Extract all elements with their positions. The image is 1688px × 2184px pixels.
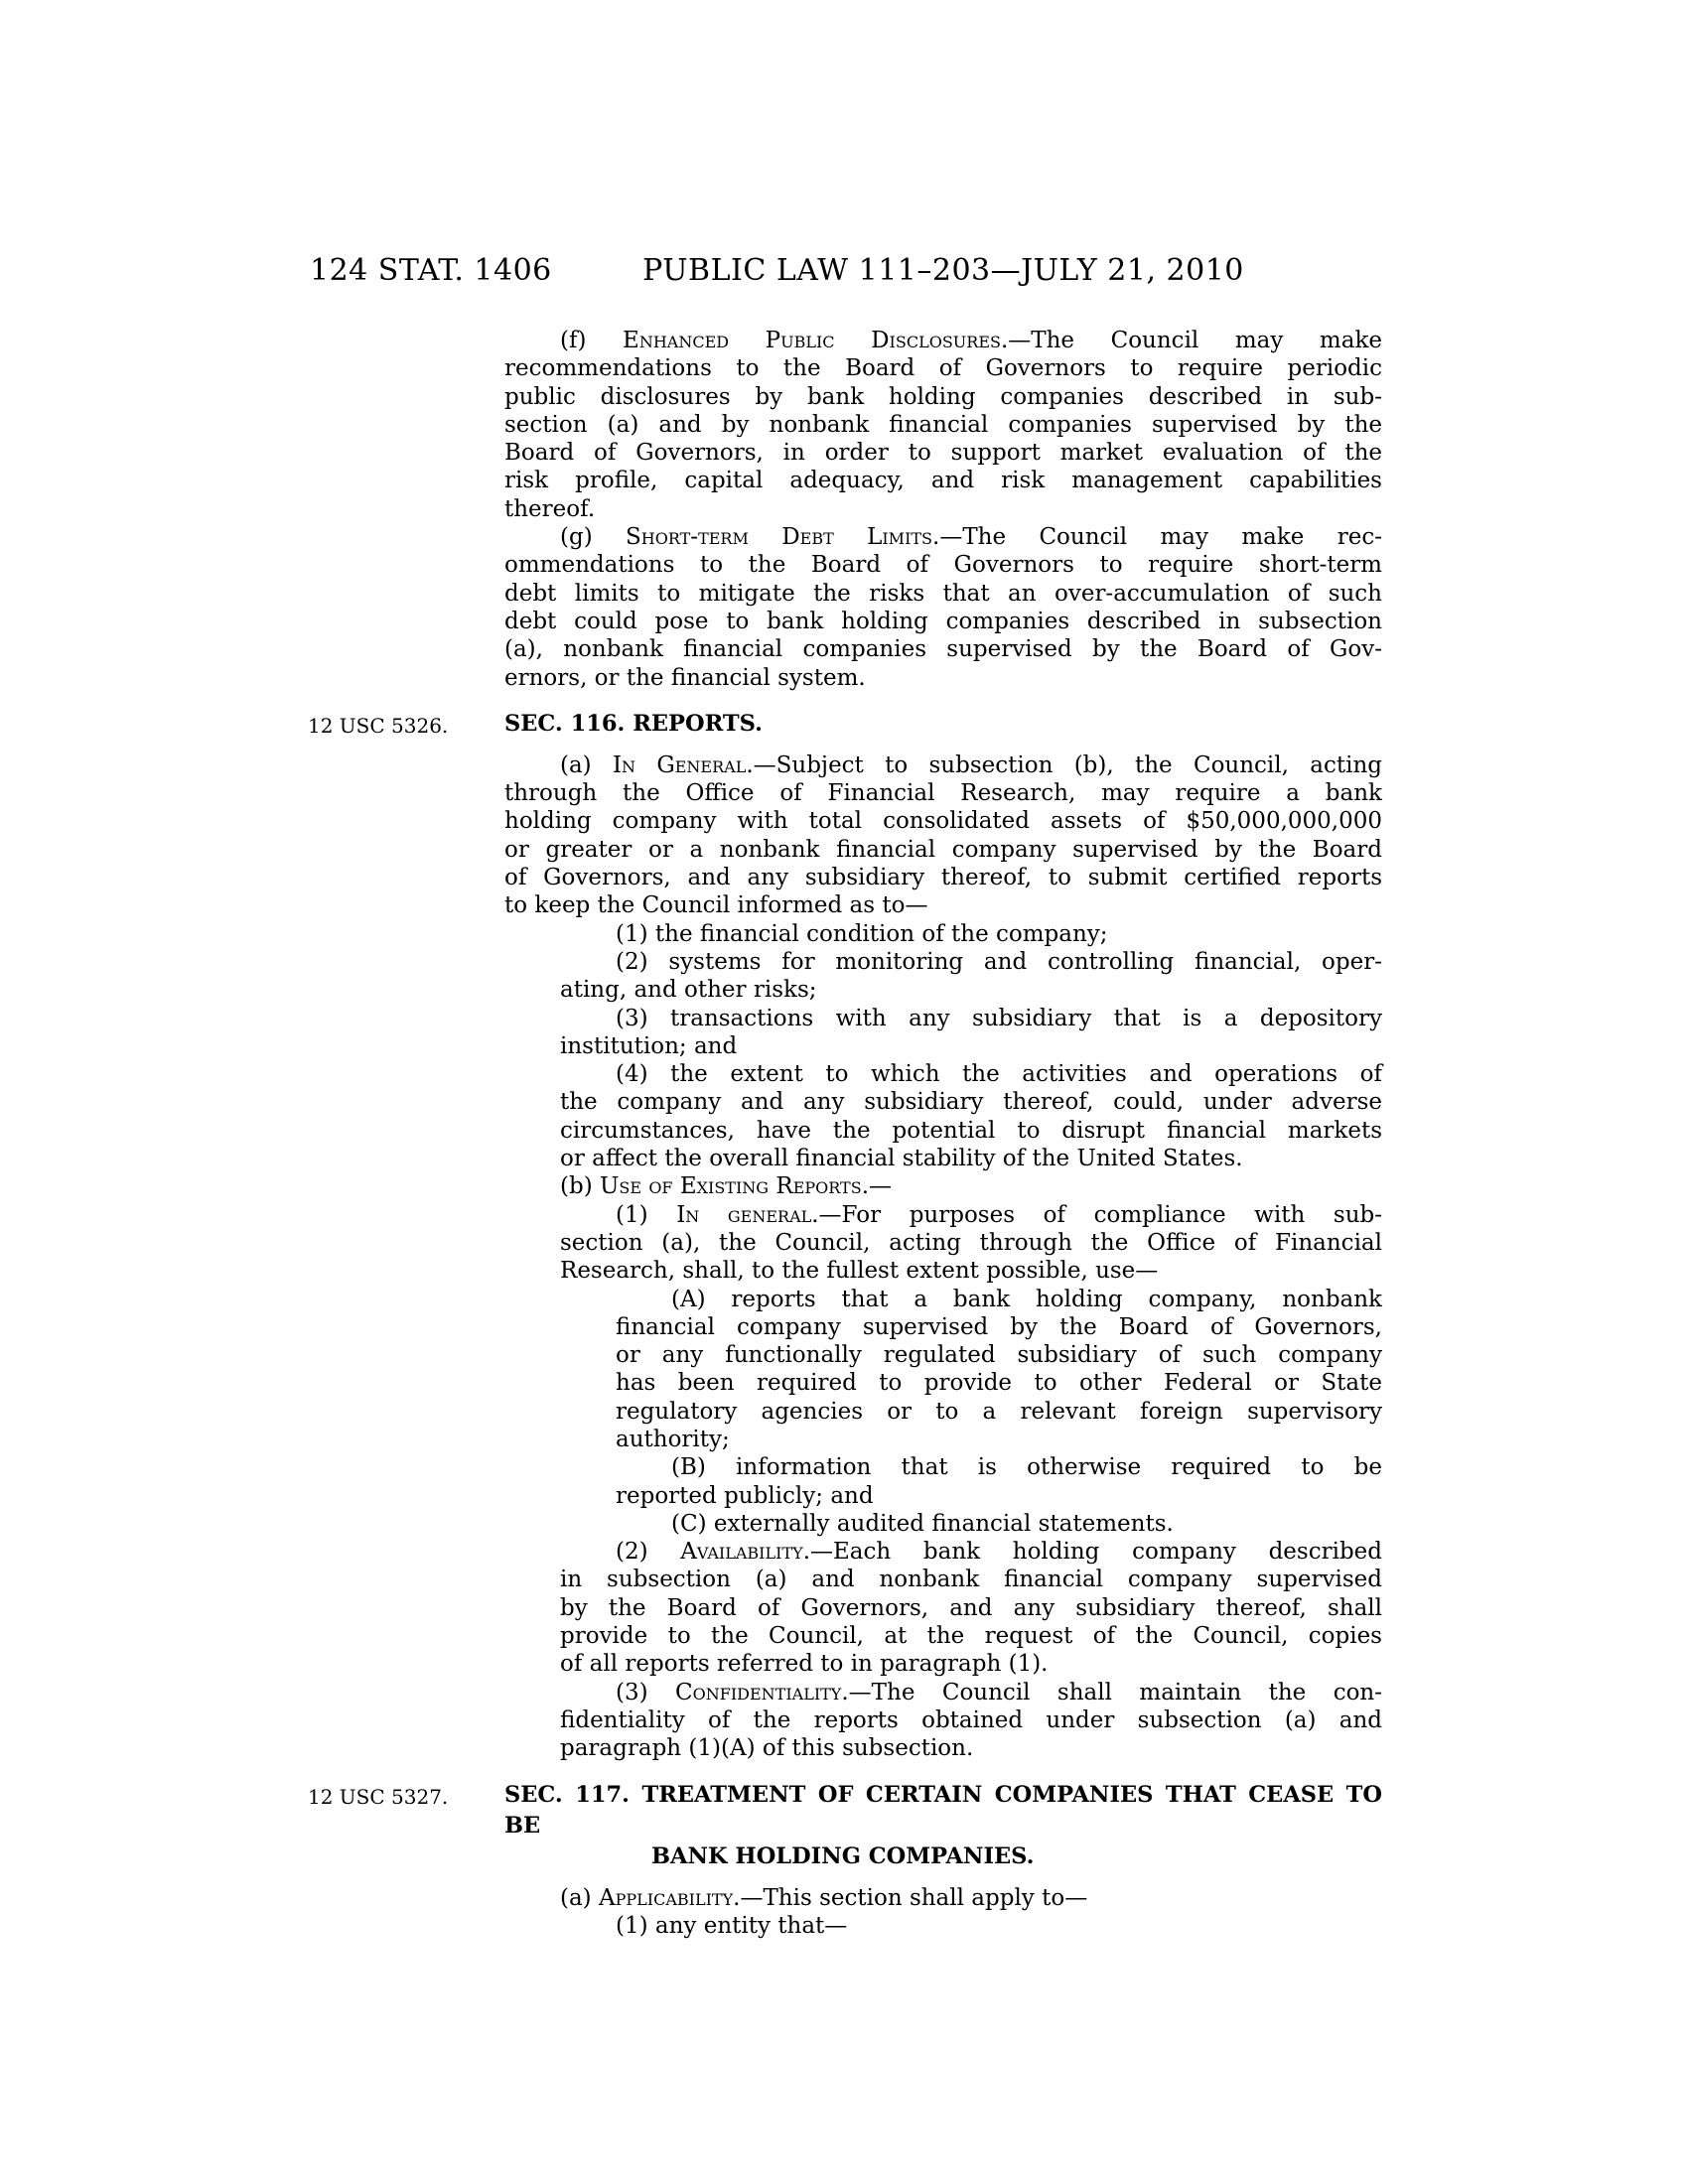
text-line: [504, 1369, 1382, 1397]
text-segment: regulatory agencies or to a relevant foreign supervisory: [616, 1398, 1382, 1425]
text-segment: .—This section shall apply to—: [733, 1884, 1088, 1911]
section-117-heading: [308, 1780, 1382, 1872]
item-3-confidentiality: [504, 1679, 1382, 1763]
text-line: [504, 807, 1382, 835]
item-A-reports: [504, 1286, 1382, 1454]
text-segment: of Governors, and any subsidiary thereof, to submit certified reports: [504, 865, 1382, 891]
text-segment: or affect the overall financial stability of the United States.: [560, 1146, 1243, 1172]
text-line: [504, 1884, 1382, 1912]
small-caps-text: Use of Existing Reports: [599, 1173, 862, 1200]
text-segment: circumstances, have the potential to disrupt financial markets: [560, 1117, 1382, 1144]
text-line: [504, 1453, 1382, 1481]
text-line: [504, 354, 1382, 382]
text-segment: recommendations to the Board of Governors to require periodic: [504, 355, 1382, 382]
text-line: [504, 1426, 1382, 1453]
text-line: [504, 1145, 1382, 1172]
text-segment: BANK HOLDING COMPANIES.: [651, 1843, 1035, 1869]
text-line: [504, 1842, 1382, 1872]
text-line: [504, 1341, 1382, 1369]
text-segment: thereof.: [504, 495, 596, 522]
text-segment: ating, and other risks;: [560, 977, 817, 1004]
small-caps-text: Confidentiality: [675, 1679, 842, 1706]
small-caps-text: Enhanced Public Disclosures: [623, 328, 1001, 353]
text-line: [504, 467, 1382, 494]
text-segment: (a): [560, 1884, 599, 1911]
text-segment: provide to the Council, at the request of the Council, copies: [560, 1623, 1382, 1650]
text-line: [504, 1650, 1382, 1678]
text-line: [504, 1313, 1382, 1341]
text-line: [504, 1398, 1382, 1426]
text-segment: public disclosures by bank holding companies described in sub-: [504, 383, 1382, 410]
text-segment: fidentiality of the reports obtained under subsection (a) and: [560, 1706, 1382, 1733]
small-caps-text: Availability: [680, 1539, 803, 1566]
text-line: [504, 635, 1382, 663]
item-2-availability: [504, 1538, 1382, 1678]
text-segment: debt limits to mitigate the risks that an over-accumulation of such: [504, 580, 1382, 607]
text-segment: (4) the extent to which the activities and operations of: [616, 1061, 1382, 1088]
small-caps-text: In general: [676, 1201, 812, 1228]
small-caps-text: Short-term Debt Limits: [626, 524, 933, 551]
text-line: [504, 864, 1382, 891]
paragraph-f-enhanced-public-disclosures: [504, 327, 1382, 523]
text-segment: (a), nonbank financial companies supervised by the Board of Gov-: [504, 636, 1382, 663]
text-segment: debt could pose to bank holding companies described in subsection: [504, 608, 1382, 634]
text-segment: Board of Governors, in order to support market evaluation of the: [504, 440, 1382, 467]
item-2-systems: [504, 948, 1382, 1005]
text-segment: .—Subject to subsection (b), the Council, acting: [746, 751, 1382, 778]
text-segment: (f): [560, 328, 624, 353]
text-segment: (2): [616, 1539, 681, 1566]
text-segment: (A) reports that a bank holding company, nonbank: [671, 1286, 1382, 1312]
text-segment: through the Office of Financial Research, may require a bank: [504, 780, 1382, 807]
text-segment: (a): [560, 751, 613, 778]
text-line: [504, 779, 1382, 807]
page-number-stat-citation: 124 STAT. 1406: [310, 253, 552, 288]
text-segment: (2) systems for monitoring and controlling financial, oper-: [616, 948, 1382, 975]
text-segment: .—For purposes of compliance with sub-: [811, 1201, 1383, 1228]
text-line: [504, 1005, 1382, 1032]
text-line: [504, 836, 1382, 864]
text-line: [504, 1286, 1382, 1313]
item-117-1-any-entity: [504, 1912, 1382, 1940]
text-line: [504, 1060, 1382, 1088]
text-line: [504, 580, 1382, 608]
text-line: [504, 1566, 1382, 1593]
item-C-externally-audited: [504, 1510, 1382, 1538]
item-3-transactions: [504, 1005, 1382, 1061]
text-segment: holding company with total consolidated assets of $50,000,000,000: [504, 808, 1382, 835]
text-line: [504, 1594, 1382, 1622]
text-segment: SEC. 117. TREATMENT OF CERTAIN COMPANIES THAT CEASE TO BE: [504, 1781, 1382, 1839]
small-caps-text: In General: [612, 751, 747, 778]
section-116-heading: [308, 709, 1382, 740]
text-line: [504, 1201, 1382, 1229]
text-line: [504, 1117, 1382, 1145]
text-segment: .—The Council shall maintain the con-: [841, 1679, 1383, 1706]
text-segment: (1) the financial condition of the company;: [616, 920, 1108, 947]
paragraph-a-in-general: [504, 751, 1382, 920]
text-line: [504, 1780, 1382, 1842]
text-segment: (g): [560, 524, 627, 551]
text-line: [504, 664, 1382, 692]
text-line: [504, 1706, 1382, 1734]
text-line: [504, 551, 1382, 579]
text-line: [504, 411, 1382, 439]
text-segment: risk profile, capital adequacy, and risk management capabilities: [504, 468, 1382, 494]
text-segment: Research, shall, to the fullest extent possible, use—: [560, 1258, 1159, 1285]
text-line: [504, 1622, 1382, 1650]
text-segment: SEC. 116. REPORTS.: [504, 710, 763, 737]
text-line: [504, 1538, 1382, 1566]
text-segment: (1): [616, 1201, 677, 1228]
text-segment: (3): [616, 1679, 675, 1706]
paragraph-b-use-of-existing-reports: [504, 1172, 1382, 1200]
text-segment: section (a), the Council, acting through the Office of Financial: [560, 1229, 1382, 1256]
text-segment: paragraph (1)(A) of this subsection.: [560, 1735, 974, 1762]
item-4-extent: [504, 1060, 1382, 1172]
text-line: [504, 948, 1382, 976]
small-caps-text: Applicability: [598, 1884, 734, 1911]
text-line: [504, 1482, 1382, 1510]
text-segment: (1) any entity that—: [616, 1912, 848, 1939]
text-line: [504, 891, 1382, 919]
text-segment: .—The Council may make rec-: [932, 524, 1383, 551]
item-1-financial-condition: [504, 920, 1382, 948]
text-segment: .—The Council may make: [1000, 328, 1382, 353]
text-segment: or greater or a nonbank financial company supervised by the Board: [504, 836, 1382, 863]
item-b1-in-general: [504, 1201, 1382, 1286]
text-segment: by the Board of Governors, and any subsidiary thereof, shall: [560, 1594, 1382, 1621]
text-segment: .—Each bank holding company described: [802, 1539, 1383, 1566]
margin-note-usc-citation: 12 USC 5327.: [308, 1784, 449, 1809]
text-segment: financial company supervised by the Board of Governors,: [616, 1313, 1382, 1340]
text-line: [504, 327, 1382, 354]
text-segment: to keep the Council informed as to—: [504, 892, 928, 919]
text-line: [504, 1229, 1382, 1257]
paragraph-g-short-term-debt-limits: [504, 523, 1382, 692]
text-segment: (b): [560, 1173, 600, 1200]
text-line: [504, 1912, 1382, 1940]
text-line: [504, 1257, 1382, 1285]
text-line: [504, 1734, 1382, 1762]
text-segment: reported publicly; and: [616, 1482, 874, 1509]
margin-note-usc-citation: 12 USC 5326.: [308, 713, 449, 738]
text-segment: or any functionally regulated subsidiary of such company: [616, 1342, 1382, 1369]
text-line: [504, 1172, 1382, 1200]
text-line: [504, 523, 1382, 551]
text-line: [504, 1510, 1382, 1538]
text-segment: (3) transactions with any subsidiary that is a depository: [616, 1005, 1382, 1031]
text-line: [504, 920, 1382, 948]
text-segment: .—: [861, 1173, 892, 1200]
text-segment: ernors, or the financial system.: [504, 664, 866, 691]
text-line: [504, 1088, 1382, 1116]
text-segment: authority;: [616, 1426, 730, 1452]
running-head-public-law-title: PUBLIC LAW 111–203—JULY 21, 2010: [642, 253, 1244, 288]
item-B-information: [504, 1453, 1382, 1510]
text-segment: institution; and: [560, 1032, 738, 1059]
text-segment: the company and any subsidiary thereof, could, under adverse: [560, 1089, 1382, 1116]
text-column: [308, 327, 1383, 1940]
text-line: [504, 439, 1382, 467]
text-line: [504, 709, 1382, 740]
text-line: [504, 1679, 1382, 1706]
text-line: [504, 383, 1382, 411]
text-segment: ommendations to the Board of Governors to require short-term: [504, 552, 1382, 579]
text-line: [504, 608, 1382, 635]
text-segment: in subsection (a) and nonbank financial company supervised: [560, 1567, 1382, 1593]
text-segment: of all reports referred to in paragraph (1).: [560, 1651, 1049, 1678]
text-segment: has been required to provide to other Federal or State: [616, 1370, 1382, 1397]
text-line: [504, 495, 1382, 523]
text-segment: (C) externally audited financial statements.: [671, 1510, 1174, 1537]
text-segment: (B) information that is otherwise required to be: [671, 1454, 1382, 1481]
text-segment: section (a) and by nonbank financial companies supervised by the: [504, 411, 1382, 438]
text-line: [504, 751, 1382, 779]
paragraph-117a-applicability: [504, 1884, 1382, 1912]
text-line: [504, 1032, 1382, 1060]
text-line: [504, 976, 1382, 1004]
